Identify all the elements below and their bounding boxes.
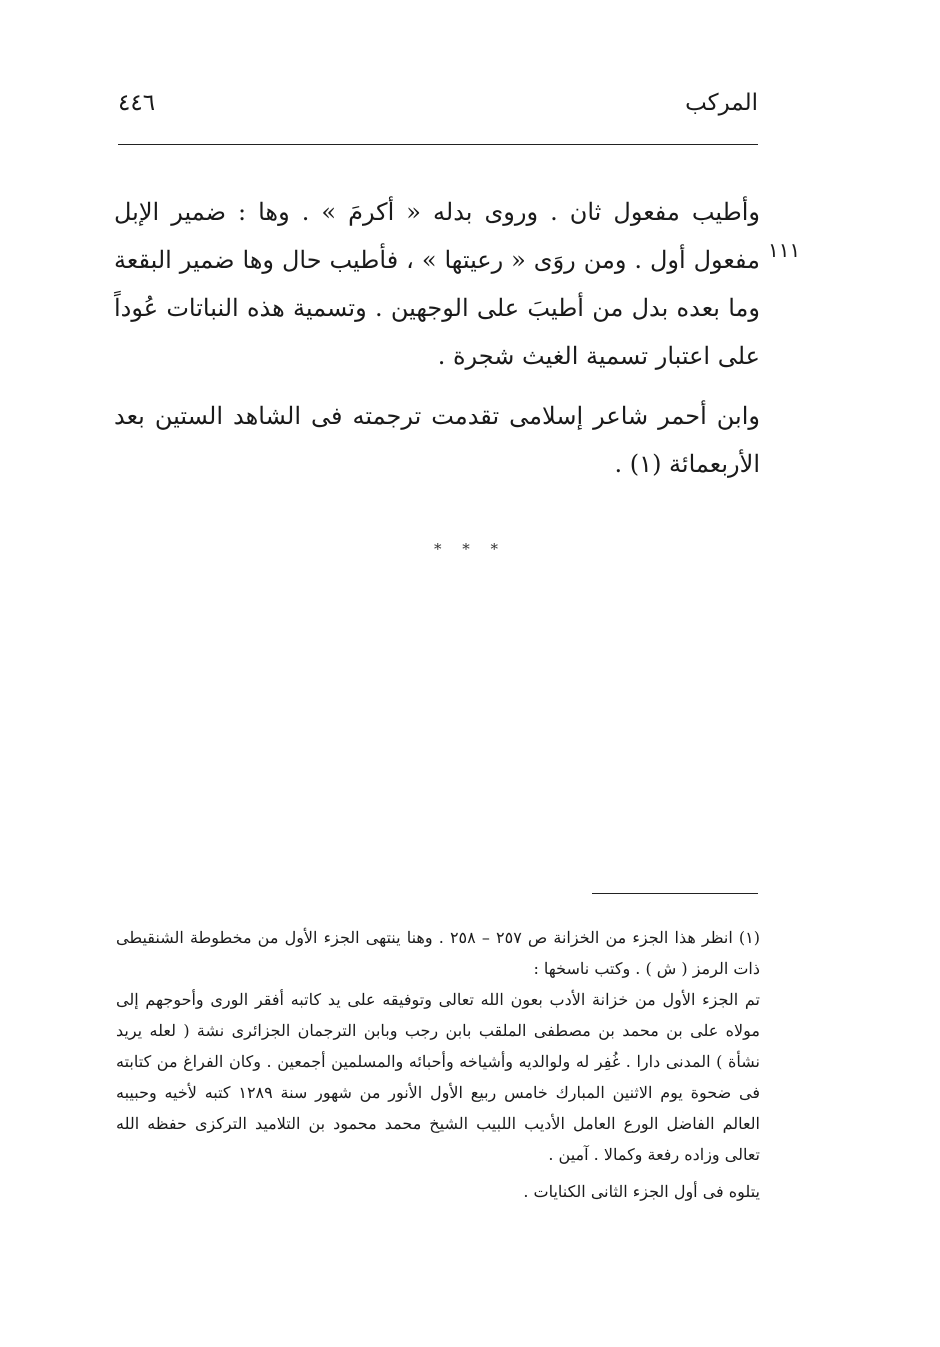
running-head: المركب [685,90,758,116]
footnote-paragraph: تم الجزء الأول من خزانة الأدب بعون الله تعالى وتوفيقه على يد كاتبه أفقر الورى وأحوجهم إلى مولاه على بن محمد بن مصطفى الملقب بابن رجب وبابن الترجمان الجزائرى نشة ( لعله يريد نشأة ) المدنى دارا . غُفِر له ولوالديه وأشياخه وأحبائه والمسلمين أجمعين . وكان الفراغ من كتابته فى ضحوة يوم الاثنين المبارك خامس ربيع الأول الأنور من شهور سنة ١٢٨٩ كتبه لأخيه وحبيبه العالم الفاضل الورع العامل الأديب اللبيب الشيخ محمد محمود بن التلاميد التركزى حفظه الله تعالى وزاده رفعة وكمالا . آمين . [116,990,760,1164]
margin-line-number: ١١١ [768,238,801,262]
footnote-paragraph: يتلوه فى أول الجزء الثانى الكنايات . [523,1182,760,1201]
header-rule [118,144,758,145]
footnotes [116,922,760,1207]
footnote-rule [592,893,758,894]
section-separator: * * * [433,540,507,558]
body-text [114,188,760,488]
footnote-paragraph: (١) انظر هذا الجزء من الخزانة ص ٢٥٧ – ٢٥٨ . وهنا ينتهى الجزء الأول من مخطوطة الشنقيطى ذات الرمز ( ش ) . وكتب ناسخها : [116,928,760,978]
page-number: ٤٤٦ [118,90,156,116]
page-header [118,90,758,126]
body-paragraph: وابن أحمر شاعر إسلامى تقدمت ترجمته فى الشاهد الستين بعد الأربعمائة (١) . [114,402,760,478]
body-paragraph: وأطيب مفعول ثان . وروى بدله « أكرمَ » . وها : ضمير الإبل مفعول أول . ومن روَى « رعيتها » ، فأطيب حال وها ضمير البقعة وما بعده بدل من أطيبَ على الوجهين . وتسمية هذه النباتات عُوداً على اعتبار تسمية الغيث شجرة . [114,198,760,370]
